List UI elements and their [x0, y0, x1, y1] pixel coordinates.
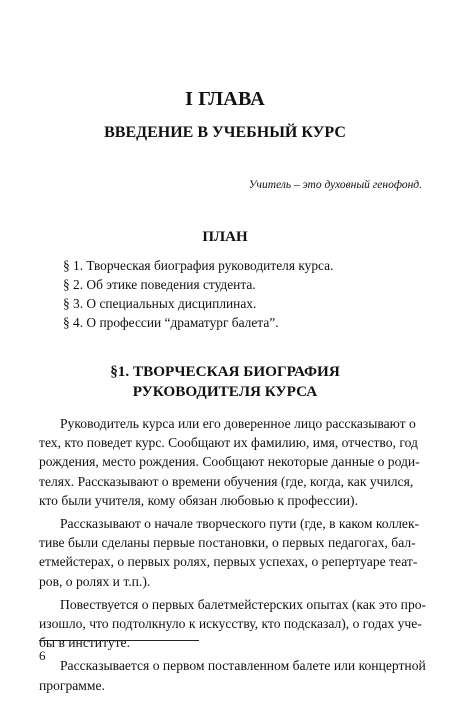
section-heading-line: §1. ТВОРЧЕСКАЯ БИОГРАФИЯ — [110, 363, 340, 380]
paragraph — [39, 656, 426, 694]
section-body — [39, 414, 427, 695]
text-line: Повествуется о первых балетмейстерских опытах (как это про- — [60, 596, 427, 612]
text-line: рождения, место рождения. Сообщают некоторые данные о роди- — [39, 454, 420, 470]
text-line: Рассказывается о первом поставленном балете или концертной — [60, 658, 426, 674]
epigraph: Учитель – это духовный генофонд. — [248, 179, 422, 191]
plan-item: § 3. О специальных дисциплинах. — [63, 296, 257, 311]
text-line: изошло, что подтолкнуло к искусству, кто подсказал), о годах уче- — [39, 616, 422, 632]
plan-title: ПЛАН — [202, 229, 248, 245]
text-line: бы в институте. — [39, 635, 130, 651]
chapter-heading: I ГЛАВА — [185, 88, 265, 110]
chapter-subtitle: ВВЕДЕНИЕ В УЧЕБНЫЙ КУРС — [104, 124, 346, 141]
paragraph — [39, 414, 420, 510]
text-line: ров, о ролях и т.п.). — [39, 573, 151, 589]
text-line: етмейстерах, о первых ролях, первых успехах, о репертуаре теат- — [39, 554, 418, 570]
text-line: кто были учителя, кому обязан любовью к профессии). — [39, 492, 358, 508]
footnote-rule — [39, 640, 199, 641]
plan-list — [63, 256, 333, 332]
plan-item: § 4. О профессии “драматург балета”. — [63, 315, 279, 330]
section-heading-line: РУКОВОДИТЕЛЯ КУРСА — [132, 383, 318, 400]
text-line: тех, кто поведет курс. Сообщают их фамилию, имя, отчество, год — [39, 435, 418, 451]
text-line: программе. — [39, 677, 105, 693]
plan-item: § 2. Об этике поведения студента. — [63, 277, 256, 292]
text-line: тиве были сделаны первые постановки, о первых педагогах, бал- — [39, 535, 416, 551]
text-line: телях. Рассказывают о времени обучения (где, когда, как учился, — [39, 473, 414, 489]
paragraph — [39, 514, 420, 591]
text-line: Рассказывают о начале творческого пути (где, в каком коллек- — [60, 516, 420, 532]
page-number: 6 — [39, 648, 46, 663]
paragraph — [39, 595, 427, 653]
section-heading — [0, 362, 450, 402]
text-line: Руководитель курса или его доверенное лицо рассказывают о — [60, 416, 416, 431]
plan-item: § 1. Творческая биография руководителя курса. — [63, 258, 334, 273]
